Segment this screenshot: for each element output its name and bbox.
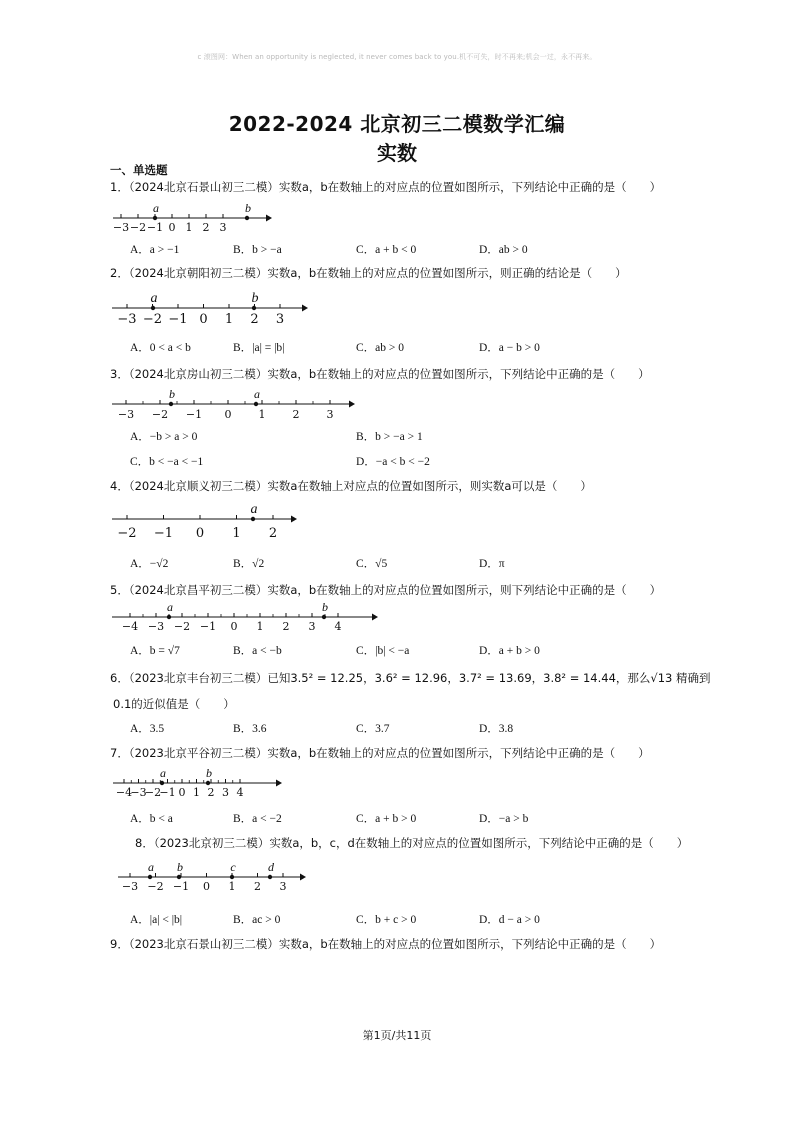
q7-option-c[interactable]: C．a + b > 0	[356, 813, 417, 825]
q8-tick-label: 2	[254, 880, 261, 893]
q5-option-a[interactable]: A．b = √7	[130, 645, 180, 657]
document-subtitle: 实数	[377, 141, 417, 165]
q5-point-label-b: b	[322, 600, 328, 614]
q8-point-b	[177, 875, 181, 879]
q2-tick-label: 2	[250, 312, 259, 327]
q4-tick-label: 0	[195, 526, 205, 541]
q1-point-label-b: b	[245, 201, 251, 215]
q2-option-c[interactable]: C．ab > 0	[356, 342, 405, 354]
q2-tick-label: 0	[199, 312, 208, 327]
q8-tick-label: 1	[228, 880, 236, 893]
q1-tick-label: −2	[129, 221, 147, 234]
q3-option-d[interactable]: D．−a < b < −2	[356, 456, 430, 468]
q4-point-a	[251, 517, 255, 521]
q4-option-c[interactable]: C．√5	[356, 558, 388, 570]
section-heading: 一、单选题	[110, 163, 168, 177]
q8-tick-label: −1	[172, 880, 190, 893]
q3-point-label-a: a	[254, 387, 260, 401]
q6-option-b[interactable]: B．3.6	[233, 723, 267, 735]
q1-point-label-a: a	[153, 201, 159, 215]
q3-tick-label: 3	[326, 408, 334, 421]
q6-option-a[interactable]: A．3.5	[130, 723, 165, 735]
q8-option-a[interactable]: A．|a| < |b|	[130, 914, 183, 926]
q3-number-line	[112, 387, 355, 421]
document-title: 2022-2024 北京初三二模数学汇编	[228, 112, 566, 136]
q7-option-a[interactable]: A．b < a	[130, 813, 173, 825]
q7-arrow-head	[276, 780, 282, 787]
q1-tick-label: 2	[202, 221, 210, 234]
q1-option-a[interactable]: A．a > −1	[130, 244, 180, 256]
q8-arrow-head	[300, 874, 306, 881]
q8-point-a	[148, 875, 152, 879]
q5-point-label-a: a	[167, 600, 173, 614]
q2-tick-label: −3	[117, 312, 137, 327]
q5-tick-label: 0	[230, 620, 238, 633]
q1-option-c[interactable]: C．a + b < 0	[356, 244, 417, 256]
q3-tick-label: 1	[258, 408, 266, 421]
q7-point-label-a: a	[160, 766, 166, 780]
q2-number-line	[112, 291, 308, 327]
question-6-stem-line2: 0.1的近似值是（ ）	[113, 697, 235, 711]
q3-option-c[interactable]: C．b < −a < −1	[130, 456, 204, 468]
question-9-stem: 9．（2023北京石景山初三二模）实数a，b在数轴上的对应点的位置如图所示，下列结论中正确的是（ ）	[110, 937, 662, 951]
watermark: c 滚图网：When an opportunity is neglected, it never comes back to you.机不可失，时不再来;机会一过，永不再来。	[197, 53, 597, 61]
q1-tick-label: −1	[146, 221, 164, 234]
q8-number-line	[118, 860, 306, 893]
q7-option-b[interactable]: B．a < −2	[233, 813, 282, 825]
q2-point-label-a: a	[150, 291, 158, 306]
q2-point-b	[252, 306, 256, 310]
question-5-stem: 5．（2024北京昌平初三二模）实数a，b在数轴上的对应点的位置如图所示，则下列结论中正确的是（ ）	[110, 583, 662, 597]
q7-tick-label: −4	[115, 786, 133, 799]
q5-tick-label: −4	[121, 620, 139, 633]
q7-point-b	[206, 781, 210, 785]
q1-tick-label: 3	[219, 221, 227, 234]
q3-tick-label: −1	[185, 408, 203, 421]
q7-tick-label: 0	[178, 786, 186, 799]
q7-tick-label: −1	[159, 786, 176, 799]
q5-tick-label: 2	[282, 620, 290, 633]
q8-tick-label: −3	[121, 880, 139, 893]
q1-point-a	[153, 216, 157, 220]
q8-tick-label: 3	[279, 880, 287, 893]
q2-point-a	[151, 306, 155, 310]
q6-option-d[interactable]: D．3.8	[479, 723, 514, 735]
q5-tick-label: −1	[199, 620, 217, 633]
q7-number-line	[113, 766, 282, 799]
q5-option-b[interactable]: B．a < −b	[233, 645, 282, 657]
q4-arrow-head	[291, 516, 297, 523]
q4-option-d[interactable]: D．π	[479, 558, 505, 570]
q3-tick-label: 2	[292, 408, 300, 421]
q4-option-a[interactable]: A．−√2	[130, 558, 169, 570]
q5-tick-label: 4	[334, 620, 342, 633]
page-footer: 第1页/共11页	[362, 1029, 432, 1042]
q1-number-line	[113, 201, 272, 234]
question-4-stem: 4．（2024北京顺义初三二模）实数a在数轴上对应点的位置如图所示，则实数a可以是（ ）	[110, 479, 592, 493]
q7-tick-label: 3	[222, 786, 229, 799]
q5-tick-label: 1	[256, 620, 264, 633]
q2-option-a[interactable]: A．0 < a < b	[130, 342, 191, 354]
q6-option-c[interactable]: C．3.7	[356, 723, 390, 735]
q2-point-label-b: b	[251, 291, 259, 306]
question-6-stem-line1: 6．（2023北京丰台初三二模）已知3.5² = 12.25，3.6² = 12.96，3.7² = 13.69，3.8² = 14.44，那么√13 精确到	[110, 671, 711, 685]
q7-tick-label: 2	[207, 786, 215, 799]
question-2-stem: 2．（2024北京朝阳初三二模）实数a，b在数轴上的对应点的位置如图所示，则正确的结论是（ ）	[110, 266, 627, 280]
q8-option-b[interactable]: B．ac > 0	[233, 914, 281, 926]
q1-option-b[interactable]: B．b > −a	[233, 244, 282, 256]
q4-tick-label: −1	[153, 526, 174, 541]
q7-tick-label: −3	[130, 786, 147, 799]
q7-tick-label: 1	[193, 786, 200, 799]
q4-tick-label: 2	[268, 526, 278, 541]
question-8-stem: 8．（2023北京初三二模）实数a，b，c，d在数轴上的对应点的位置如图所示，下列结论中正确的是（ ）	[135, 836, 689, 850]
q3-tick-label: −2	[151, 408, 169, 421]
q5-option-d[interactable]: D．a + b > 0	[479, 645, 540, 657]
q5-point-b	[322, 615, 326, 619]
q2-tick-label: 1	[224, 312, 234, 327]
q5-number-line	[112, 600, 378, 633]
q2-arrow-head	[302, 305, 308, 312]
q8-tick-label: 0	[203, 880, 210, 893]
q7-tick-label: −2	[144, 786, 162, 799]
question-1-stem: 1．（2024北京石景山初三二模）实数a，b在数轴上的对应点的位置如图所示，下列结论中正确的是（ ）	[110, 180, 662, 194]
q4-tick-label: 1	[232, 526, 241, 541]
q2-option-b[interactable]: B．|a| = |b|	[233, 342, 285, 354]
q3-point-label-b: b	[169, 387, 175, 401]
q2-tick-label: −1	[168, 312, 188, 327]
q3-tick-label: 0	[224, 408, 232, 421]
q3-arrow-head	[349, 401, 355, 408]
q8-point-label-b: b	[177, 860, 183, 874]
q2-option-d[interactable]: D．a − b > 0	[479, 342, 540, 354]
q7-point-a	[160, 781, 164, 785]
q5-tick-label: −2	[173, 620, 191, 633]
q5-point-a	[167, 615, 171, 619]
q5-option-c[interactable]: C．|b| < −a	[356, 645, 410, 657]
q1-point-b	[245, 216, 249, 220]
q7-tick-label: 4	[236, 786, 244, 799]
q1-option-d[interactable]: D．ab > 0	[479, 244, 528, 256]
q5-tick-label: 3	[308, 620, 316, 633]
q8-tick-label: −2	[147, 880, 164, 893]
q8-point-label-d: d	[268, 860, 274, 874]
q1-tick-label: −3	[112, 221, 130, 234]
q8-point-d	[268, 875, 272, 879]
q1-tick-label: 1	[185, 221, 193, 234]
q8-option-d[interactable]: D．d − a > 0	[479, 914, 540, 926]
q3-option-a[interactable]: A．−b > a > 0	[130, 431, 198, 443]
q5-tick-label: −3	[147, 620, 165, 633]
q1-tick-label: 0	[168, 221, 176, 234]
question-3-stem: 3．（2024北京房山初三二模）实数a，b在数轴上的对应点的位置如图所示，下列结论中正确的是（ ）	[110, 367, 650, 381]
q2-tick-label: 3	[275, 312, 285, 327]
q4-number-line	[112, 502, 297, 541]
q2-tick-label: −2	[142, 312, 163, 327]
q3-option-b[interactable]: B．b > −a > 1	[356, 431, 423, 443]
q3-point-b	[169, 402, 173, 406]
q4-option-b[interactable]: B．√2	[233, 558, 265, 570]
q4-tick-label: −2	[117, 526, 137, 541]
q5-arrow-head	[372, 614, 378, 621]
q7-option-d[interactable]: D．−a > b	[479, 813, 529, 825]
q7-point-label-b: b	[206, 766, 212, 780]
q4-point-label-a: a	[250, 502, 258, 517]
q8-point-label-c: c	[230, 860, 236, 874]
q8-point-c	[230, 875, 234, 879]
q1-arrow-head	[266, 215, 272, 222]
question-7-stem: 7．（2023北京平谷初三二模）实数a，b在数轴上的对应点的位置如图所示，下列结论中正确的是（ ）	[110, 746, 650, 760]
q3-tick-label: −3	[117, 408, 135, 421]
q8-point-label-a: a	[148, 860, 154, 874]
q8-option-c[interactable]: C．b + c > 0	[356, 914, 417, 926]
q3-point-a	[254, 402, 258, 406]
